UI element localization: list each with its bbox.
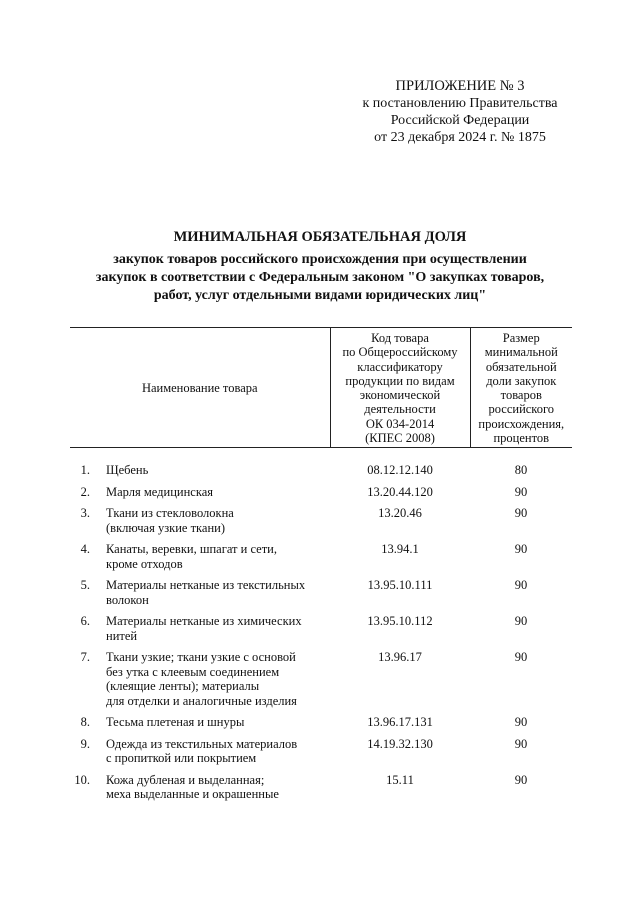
product-name-line: Одежда из текстильных материалов	[106, 736, 298, 751]
row-product-code: 15.11	[386, 772, 414, 787]
row-min-share: 90	[514, 578, 528, 593]
row-product-code: 13.94.1	[381, 542, 419, 557]
row-number: 10.	[74, 772, 90, 787]
table-row	[70, 650, 572, 715]
subtitle-line: закупок товаров российского происхождения при осуществлении	[113, 252, 527, 267]
product-name-line: нитей	[106, 628, 138, 643]
product-name-line: Тесьма плетеная и шнуры	[106, 715, 245, 730]
row-min-share: 90	[514, 736, 528, 751]
row-min-share: 90	[514, 650, 528, 665]
appendix-block	[340, 78, 580, 146]
table-row	[70, 485, 572, 507]
row-product-code: 13.96.17	[378, 650, 422, 665]
row-min-share: 90	[514, 542, 528, 557]
header-pct-line: происхождения,	[478, 416, 565, 431]
row-product-name	[98, 650, 330, 715]
row-number: 2.	[80, 484, 90, 499]
product-name-line: с пропиткой или покрытием	[106, 751, 257, 766]
row-product-name	[98, 773, 330, 809]
row-product-name	[98, 737, 330, 773]
header-code-line: экономической	[359, 388, 441, 403]
row-number: 1.	[80, 463, 90, 478]
product-name-line: Ткани узкие; ткани узкие с основой	[106, 650, 296, 665]
header-pct-line: Размер	[502, 331, 540, 345]
product-name-line: (клеящие ленты); материалы	[106, 679, 260, 694]
document-title: МИНИМАЛЬНАЯ ОБЯЗАТЕЛЬНАЯ ДОЛЯ	[173, 229, 467, 245]
goods-table	[70, 327, 572, 809]
product-name-line: Кожа дубленая и выделанная;	[106, 772, 265, 787]
row-product-name	[98, 542, 330, 578]
appendix-date-line: от 23 декабря 2024 г. № 1875	[374, 130, 546, 145]
header-product-name: Наименование товара	[70, 328, 330, 448]
table-body	[70, 448, 572, 809]
header-code-line: по Общероссийскому	[342, 345, 458, 360]
row-number: 7.	[80, 650, 90, 665]
header-pct-line: доли закупок	[486, 373, 557, 388]
row-product-code: 13.95.10.111	[367, 578, 433, 593]
table-row	[70, 737, 572, 773]
header-code-line: Код товара	[371, 331, 429, 345]
appendix-number: ПРИЛОЖЕНИЕ № 3	[395, 78, 525, 94]
header-pct-line: минимальной	[484, 345, 558, 360]
row-number: 4.	[80, 542, 90, 557]
table-row	[70, 715, 572, 737]
header-code-line: классификатору	[357, 359, 443, 374]
product-name-line: Материалы нетканые из химических	[106, 614, 302, 629]
header-product-code	[330, 328, 470, 448]
appendix-government-line: Российской Федерации	[390, 113, 530, 128]
row-product-code: 13.95.10.112	[367, 614, 433, 629]
header-code-line: продукции по видам	[345, 373, 455, 388]
row-number: 6.	[80, 614, 90, 629]
row-product-name	[98, 506, 330, 542]
product-name-line: кроме отходов	[106, 556, 183, 571]
row-min-share: 90	[514, 614, 528, 629]
table-header-row	[70, 328, 572, 448]
table-row	[70, 773, 572, 809]
row-product-code: 13.96.17.131	[367, 715, 433, 730]
row-product-name	[98, 448, 330, 485]
product-name-line: Марля медицинская	[106, 484, 214, 499]
row-min-share: 90	[514, 715, 528, 730]
subtitle-line: закупок в соответствии с Федеральным законом "О закупках товаров,	[95, 270, 545, 285]
table-row	[70, 542, 572, 578]
row-number: 9.	[80, 736, 90, 751]
header-min-share	[470, 328, 572, 448]
appendix-resolution-line: к постановлению Правительства	[362, 96, 558, 111]
row-product-name	[98, 715, 330, 737]
header-pct-line: обязательной	[485, 359, 557, 374]
row-min-share: 80	[514, 463, 528, 478]
table-row	[70, 448, 572, 485]
header-pct-line: процентов	[493, 431, 550, 446]
header-code-line: (КПЕС 2008)	[365, 431, 435, 446]
product-name-line: (включая узкие ткани)	[106, 520, 226, 535]
product-name-line: без утка с клеевым соединением	[106, 664, 280, 679]
row-product-name	[98, 614, 330, 650]
row-number: 8.	[80, 715, 90, 730]
document-subtitle	[60, 251, 580, 305]
row-product-code: 14.19.32.130	[367, 736, 433, 751]
row-product-code: 08.12.12.140	[367, 463, 433, 478]
product-name-line: для отделки и аналогичные изделия	[106, 693, 297, 708]
table-row	[70, 578, 572, 614]
row-product-code: 13.20.46	[378, 506, 422, 521]
table-row	[70, 506, 572, 542]
row-min-share: 90	[514, 506, 528, 521]
row-min-share: 90	[514, 772, 528, 787]
product-name-line: Канаты, веревки, шпагат и сети,	[106, 542, 277, 557]
subtitle-line: работ, услуг отдельными видами юридических лиц"	[153, 288, 487, 303]
row-product-code: 13.20.44.120	[367, 484, 433, 499]
product-name-line: меха выделанные и окрашенные	[106, 787, 279, 802]
row-product-name	[98, 485, 330, 507]
row-number: 5.	[80, 578, 90, 593]
row-min-share: 90	[514, 484, 528, 499]
header-code-line: деятельности	[364, 402, 436, 417]
header-code-line: ОК 034-2014	[365, 416, 435, 431]
table-row	[70, 614, 572, 650]
row-number: 3.	[80, 506, 90, 521]
product-name-line: Материалы нетканые из текстильных	[106, 578, 306, 593]
product-name-line: волокон	[106, 592, 149, 607]
product-name-line: Ткани из стекловолокна	[106, 506, 234, 521]
product-name-line: Щебень	[106, 463, 149, 478]
row-product-name	[98, 578, 330, 614]
header-pct-line: товаров	[500, 388, 542, 403]
header-pct-line: российского	[488, 402, 555, 417]
